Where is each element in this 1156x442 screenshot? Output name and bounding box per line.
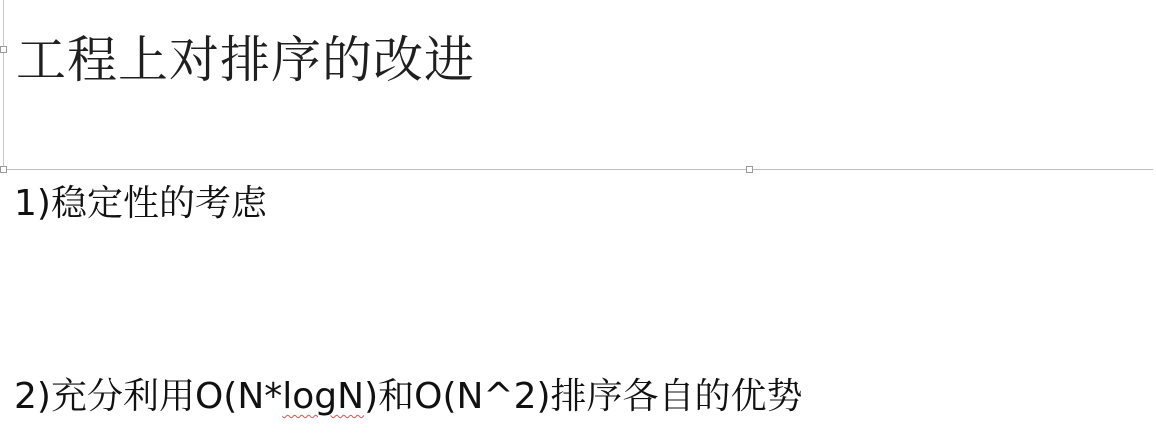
bullet-2[interactable] [14, 368, 803, 419]
slide-title[interactable]: 工程上对排序的改进 [16, 31, 475, 89]
resize-handle-left-middle[interactable] [0, 46, 7, 53]
spellcheck-underlined-word: logN [282, 376, 365, 417]
bullet-2-text-before: 2)充分利用O(N* [14, 376, 283, 417]
bullet-1[interactable]: 1)稳定性的考虑 [14, 183, 267, 224]
bullet-2-text-after: )和O(N^2)排序各自的优势 [364, 376, 803, 417]
resize-handle-bottom-middle[interactable] [746, 166, 753, 173]
resize-handle-bottom-left[interactable] [0, 166, 7, 173]
